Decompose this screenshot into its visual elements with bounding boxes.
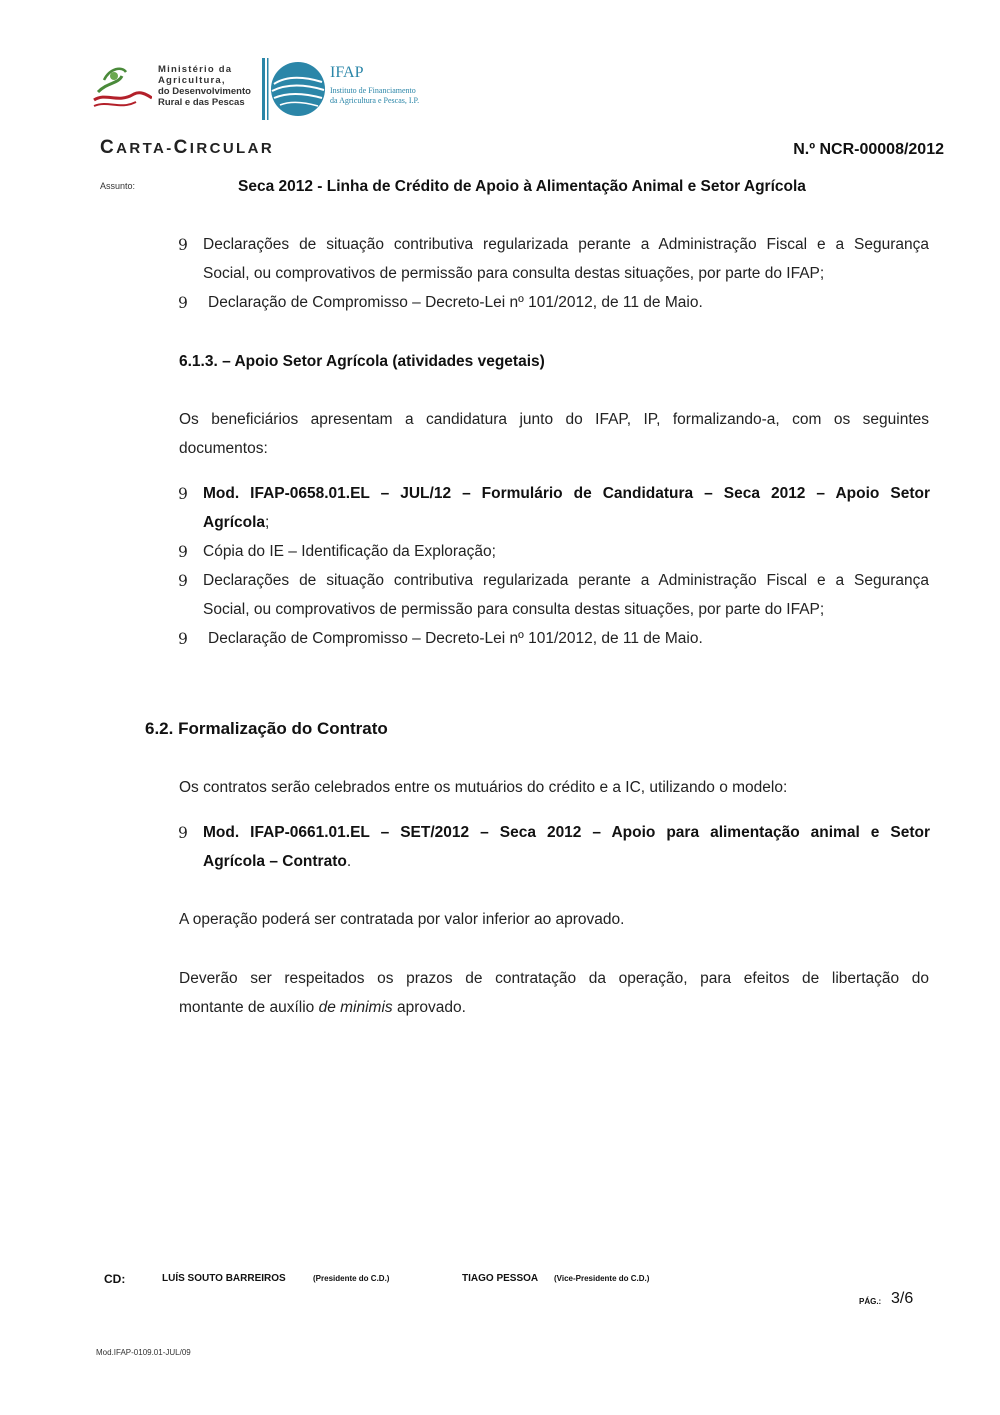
list-item: Declaração de Compromisso – Decreto-Lei nº 101/2012, de 11 de Maio. <box>208 294 703 311</box>
signatory-name: LUÍS SOUTO BARREIROS <box>162 1273 286 1284</box>
text-run: montante de auxílio <box>179 999 319 1016</box>
section-heading-613 <box>179 348 545 376</box>
page-number: 3/6 <box>891 1290 914 1307</box>
doc-type-initial-1: C <box>100 137 117 158</box>
form-reference-end: Agrícola – Contrato <box>203 853 347 870</box>
form-reference: Mod. IFAP-0658.01.EL – JUL/12 – Formulário de Candidatura – Seca 2012 – Apoio Setor <box>203 485 930 502</box>
paragraph: Os beneficiários apresentam a candidatura junto do IFAP, IP, formalizando-a, com os seguintes <box>179 411 929 428</box>
list-item-continuation <box>203 509 269 537</box>
bullet-marker: 9 <box>178 294 188 312</box>
ifap-brand: IFAP <box>330 64 364 81</box>
subject-text: Seca 2012 - Linha de Crédito de Apoio à Alimentação Animal e Setor Agrícola <box>238 178 806 195</box>
bullet-marker: 9 <box>178 485 188 503</box>
ministry-name <box>158 64 251 108</box>
signatory-name: TIAGO PESSOA <box>462 1273 539 1284</box>
document-type <box>100 137 274 159</box>
list-item: Declarações de situação contributiva regularizada perante a Administração Fiscal e a Segurança <box>203 572 929 589</box>
bullet-marker: 9 <box>178 630 188 648</box>
subject-label: Assunto: <box>100 181 136 191</box>
ifap-subtitle-line-1: Instituto de Financiamento <box>330 86 416 95</box>
text-run: aprovado. <box>392 999 466 1016</box>
ministry-logo <box>92 58 262 120</box>
signatory-role: (Presidente do C.D.) <box>313 1274 390 1283</box>
document-number: N.º NCR-00008/2012 <box>793 141 944 158</box>
list-item <box>203 819 930 847</box>
ministry-line-4: Rural e das Pescas <box>158 97 245 108</box>
footer-cd-label: CD: <box>104 1272 126 1286</box>
section-heading-text: 6.2. Formalização do Contrato <box>145 719 388 738</box>
ifap-subtitle-line-2: da Agricultura e Pescas, I.P. <box>330 96 420 105</box>
paragraph-continuation: documentos: <box>179 440 268 457</box>
punctuation: ; <box>265 514 270 531</box>
paragraph-continuation <box>179 994 466 1022</box>
list-item: Cópia do IE – Identificação da Exploração; <box>203 543 496 560</box>
ministry-line-2: Agricultura, <box>158 75 226 86</box>
list-item-continuation: Social, ou comprovativos de permissão para consulta destas situações, por parte do IFAP; <box>203 601 825 618</box>
doc-type-initial-2: C <box>173 137 190 158</box>
italic-term: de minimis <box>318 999 393 1016</box>
punctuation: . <box>346 853 352 870</box>
bullet-marker: 9 <box>178 824 188 842</box>
list-item-continuation <box>203 848 351 876</box>
bullet-marker: 9 <box>178 236 188 254</box>
ministry-line-1: Ministério da <box>158 64 233 75</box>
list-item: Declaração de Compromisso – Decreto-Lei nº 101/2012, de 11 de Maio. <box>208 630 703 647</box>
paragraph: Deverão ser respeitados os prazos de contratação da operação, para efeitos de libertação do <box>179 970 929 987</box>
ifap-logo <box>262 58 452 120</box>
ifap-subtitle <box>330 86 419 106</box>
paragraph: Os contratos serão celebrados entre os mutuários do crédito e a IC, utilizando o modelo: <box>179 779 788 796</box>
list-item: Declarações de situação contributiva regularizada perante a Administração Fiscal e a Segurança <box>203 236 929 253</box>
ministry-line-3: do Desenvolvimento <box>158 86 251 97</box>
form-reference-end: Agrícola <box>203 514 266 531</box>
bullet-marker: 9 <box>178 543 188 561</box>
section-heading-text: 6.1.3. – Apoio Setor Agrícola (atividades vegetais) <box>179 353 545 370</box>
doc-type-part-1: ARTA- <box>116 140 174 157</box>
ifap-globe-icon <box>262 58 326 120</box>
list-item <box>203 480 930 508</box>
paragraph: A operação poderá ser contratada por valor inferior ao aprovado. <box>179 911 625 928</box>
signatory-role: (Vice-Presidente do C.D.) <box>554 1274 650 1283</box>
ministry-emblem-icon <box>92 58 152 118</box>
list-item-continuation: Social, ou comprovativos de permissão para consulta destas situações, por parte do IFAP; <box>203 265 825 282</box>
bullet-marker: 9 <box>178 572 188 590</box>
form-code: Mod.IFAP-0109.01-JUL/09 <box>96 1348 191 1357</box>
section-heading-62 <box>145 715 388 743</box>
form-reference: Mod. IFAP-0661.01.EL – SET/2012 – Seca 2012 – Apoio para alimentação animal e Setor <box>203 824 930 841</box>
page-label: PÁG.: <box>859 1297 882 1306</box>
doc-type-part-2: IRCULAR <box>189 140 275 157</box>
